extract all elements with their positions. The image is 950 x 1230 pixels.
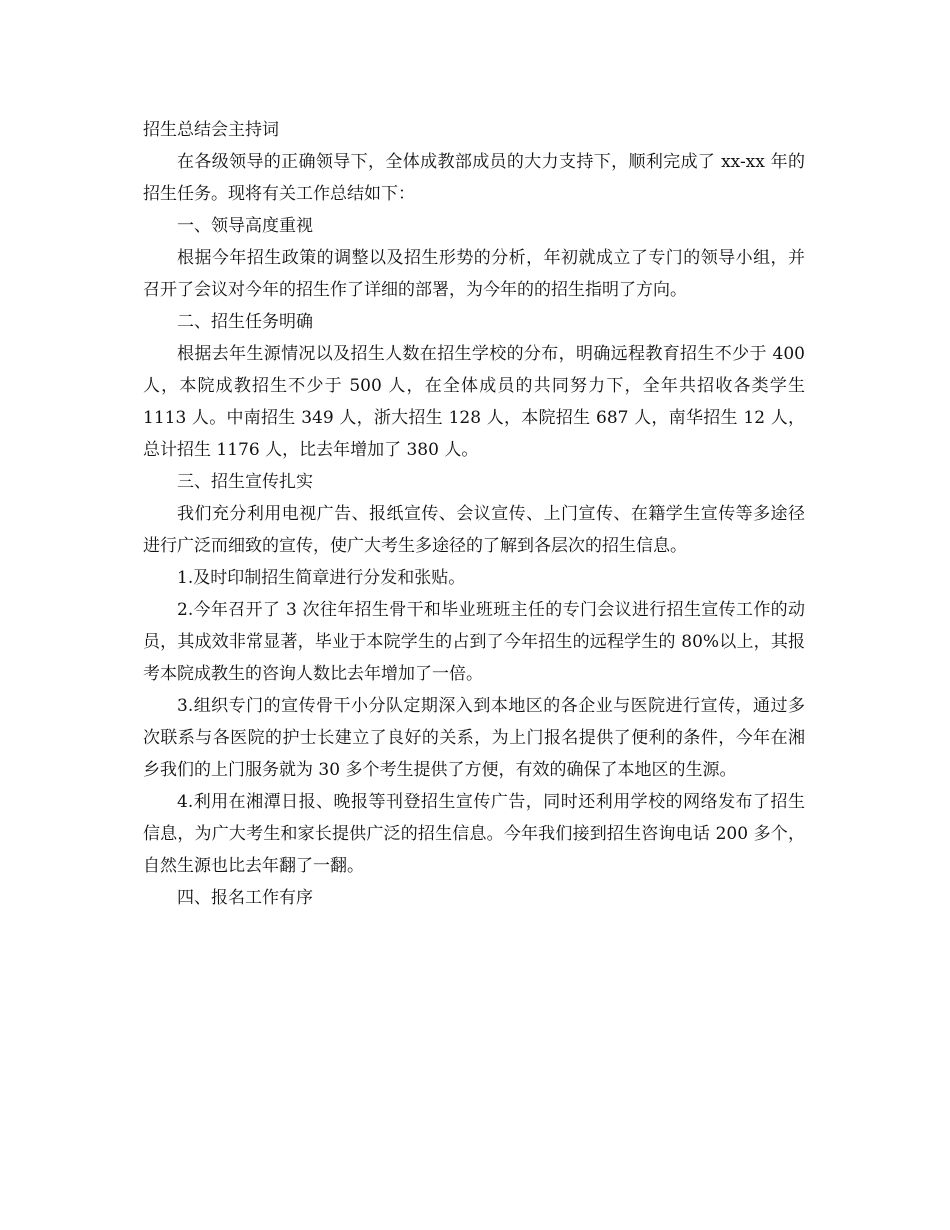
section-2-paragraph: 根据去年生源情况以及招生人数在招生学校的分布，明确远程教育招生不少于 400 人，本院成教招生不少于 500 人，在全体成员的共同努力下，全年共招收各类学生 1113 人。中南招生 349 人，浙大招生 128 人，本院招生 687 人，南华招生 12 人，总计招生 1176 人，比去年增加了 380 人。 [143,344,805,460]
section-1-paragraph: 根据今年招生政策的调整以及招生形势的分析，年初就成立了专门的领导小组，并召开了会议对今年的招生作了详细的部署，为今年的的招生指明了方向。 [143,248,805,300]
list-item-1: 1.及时印制招生简章进行分发和张贴。 [177,568,466,588]
section-heading-1: 一、领导高度重视 [177,216,313,236]
section-heading-4: 四、报名工作有序 [177,888,313,908]
section-heading-2: 二、招生任务明确 [177,312,313,332]
document-title: 招生总结会主持词 [143,120,279,140]
list-item-3: 3.组织专门的宣传骨干小分队定期深入到本地区的各企业与医院进行宣传，通过多次联系与各医院的护士长建立了良好的关系，为上门报名提供了便利的条件，今年在湘乡我们的上门服务就为 30 多个考生提供了方便，有效的确保了本地区的生源。 [143,696,805,780]
list-item-4: 4.利用在湘潭日报、晚报等刊登招生宣传广告，同时还利用学校的网络发布了招生信息，为广大考生和家长提供广泛的招生信息。今年我们接到招生咨询电话 200 多个，自然生源也比去年翻了一翻。 [143,792,805,876]
intro-paragraph: 在各级领导的正确领导下，全体成教部成员的大力支持下，顺利完成了 xx-xx 年的招生任务。现将有关工作总结如下： [143,152,805,204]
document-body [143,114,805,914]
section-heading-3: 三、招生宣传扎实 [177,472,313,492]
list-item-2: 2.今年召开了 3 次往年招生骨干和毕业班班主任的专门会议进行招生宣传工作的动员，其成效非常显著，毕业于本院学生的占到了今年招生的远程学生的 80%以上，其报考本院成教生的咨询人数比去年增加了一倍。 [143,600,805,684]
section-3-paragraph: 我们充分利用电视广告、报纸宣传、会议宣传、上门宣传、在籍学生宣传等多途径进行广泛而细致的宣传，使广大考生多途径的了解到各层次的招生信息。 [143,504,805,556]
